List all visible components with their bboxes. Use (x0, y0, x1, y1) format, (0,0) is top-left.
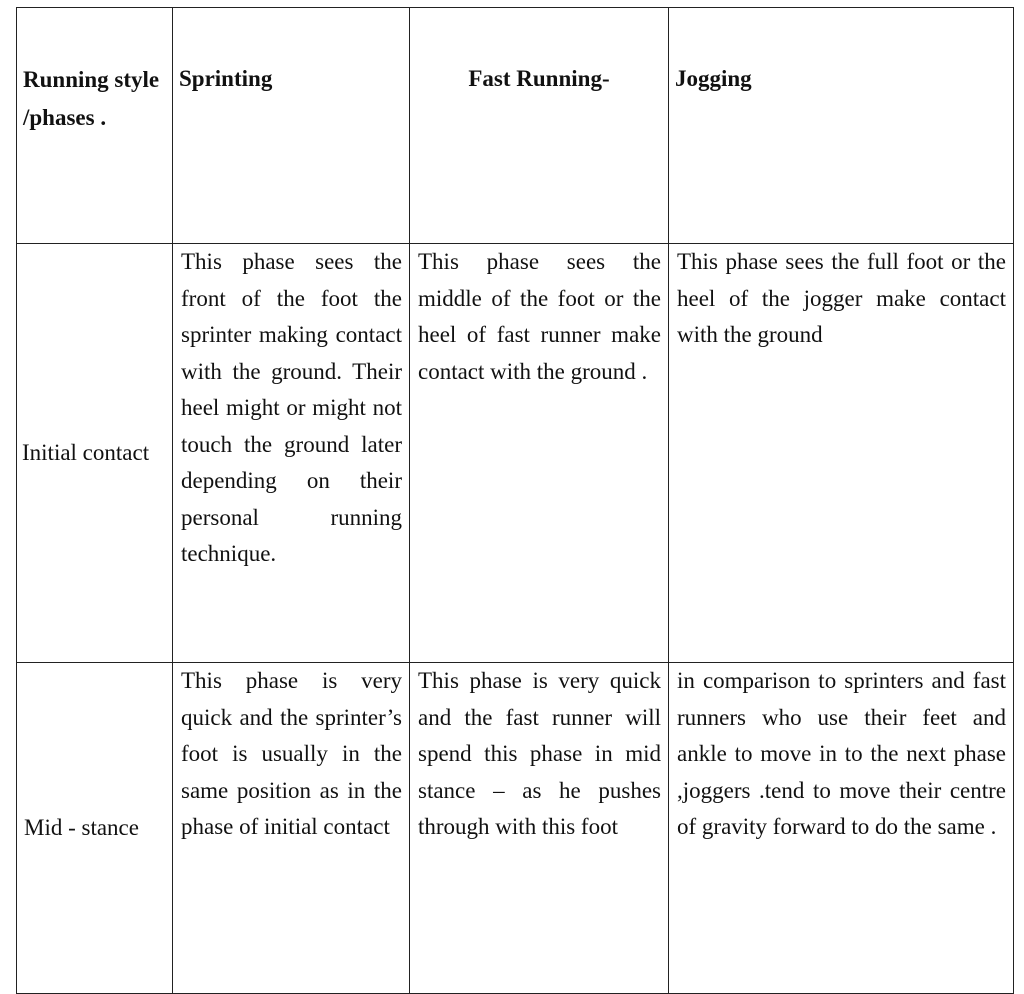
row-label-initial-contact: Initial contact (17, 244, 173, 663)
table-header-row (17, 8, 1014, 244)
cell-initial-contact-jogging: This phase sees the full foot or the heel of the jogger make contact with the ground (669, 244, 1014, 663)
header-sprinting: Sprinting (173, 8, 410, 244)
table-row-mid-stance (17, 663, 1014, 994)
table-row-initial-contact (17, 244, 1014, 663)
header-fast-running: Fast Running- (410, 8, 669, 244)
row-label-mid-stance: Mid - stance (17, 663, 173, 994)
running-phases-table (16, 7, 1014, 994)
cell-mid-stance-jogging: in comparison to sprinters and fast runners who use their feet and ankle to move in to the next phase ,joggers .tend to move their centre of gravity forward to do the same . (669, 663, 1014, 994)
cell-initial-contact-sprinting: This phase sees the front of the foot the sprinter making contact with the ground. Their heel might or might not touch the ground later depending on their personal running technique. (173, 244, 410, 663)
cell-initial-contact-fast-running: This phase sees the middle of the foot or the heel of fast runner make contact with the ground . (410, 244, 669, 663)
header-running-style: Running style /phases . (17, 8, 173, 244)
header-jogging: Jogging (669, 8, 1014, 244)
cell-mid-stance-fast-running: This phase is very quick and the fast runner will spend this phase in mid stance – as he pushes through with this foot (410, 663, 669, 994)
cell-mid-stance-sprinting: This phase is very quick and the sprinter’s foot is usually in the same position as in the phase of initial contact (173, 663, 410, 994)
